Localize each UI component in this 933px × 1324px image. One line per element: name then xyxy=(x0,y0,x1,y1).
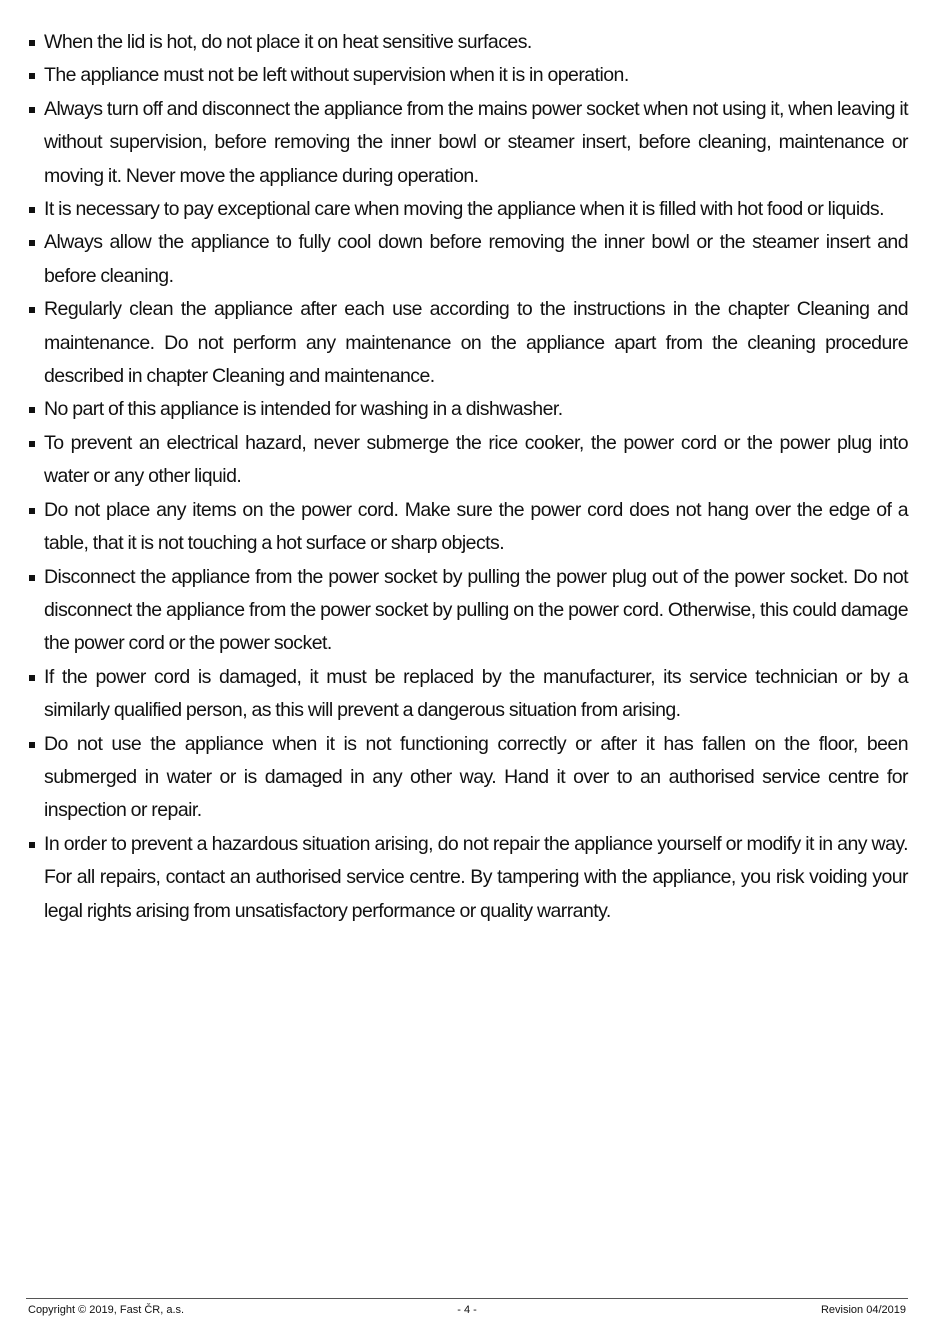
revision-text: Revision 04/2019 xyxy=(820,1304,906,1316)
list-item-text: Always allow the appliance to fully cool down before removing the inner bowl or the steamer insert and before cleaning. xyxy=(44,231,908,287)
instruction-list xyxy=(26,26,908,928)
list-item xyxy=(26,828,908,928)
list-item xyxy=(26,393,908,426)
list-item-text: To prevent an electrical hazard, never submerge the rice cooker, the power cord or the power plug into water or any other liquid. xyxy=(44,431,908,488)
list-item-text: Do not place any items on the power cord. Make sure the power cord does not hang over the edge of a table, that it is not touching a hot surface or sharp objects. xyxy=(44,498,908,555)
square-bullet-icon xyxy=(29,742,35,748)
square-bullet-icon xyxy=(29,73,35,79)
list-item xyxy=(26,494,908,561)
square-bullet-icon xyxy=(29,107,35,113)
instructions-section xyxy=(26,26,908,928)
copyright-text: Copyright © 2019, Fast ČR, a.s. xyxy=(28,1304,185,1316)
list-item xyxy=(26,93,908,193)
square-bullet-icon xyxy=(29,675,35,681)
list-item xyxy=(26,728,908,828)
square-bullet-icon xyxy=(29,508,35,514)
square-bullet-icon xyxy=(29,575,35,581)
list-item xyxy=(26,26,908,59)
list-item xyxy=(26,427,908,494)
list-item-text: When the lid is hot, do not place it on heat sensitive surfaces. xyxy=(44,31,532,53)
list-item xyxy=(26,226,908,293)
list-item xyxy=(26,561,908,661)
list-item-text: Regularly clean the appliance after each use according to the instructions in the chapter Cleaning and maintenance. Do not perform any maintenance on the appliance apart from the cleaning procedure described in chapter Cleaning and maintenance. xyxy=(44,298,908,388)
list-item-text: If the power cord is damaged, it must be replaced by the manufacturer, its service technician or by a similarly qualified person, as this will prevent a dangerous situation from arising. xyxy=(44,665,908,722)
page-number: - 4 - xyxy=(457,1304,477,1316)
list-item xyxy=(26,661,908,728)
list-item xyxy=(26,59,908,92)
list-item-text: The appliance must not be left without supervision when it is in operation. xyxy=(44,64,629,87)
square-bullet-icon xyxy=(29,842,35,848)
square-bullet-icon xyxy=(29,207,35,213)
list-item xyxy=(26,293,908,393)
list-item xyxy=(26,193,908,226)
square-bullet-icon xyxy=(29,40,35,46)
page-footer xyxy=(26,1298,908,1316)
square-bullet-icon xyxy=(29,240,35,246)
list-item-text: Do not use the appliance when it is not functioning correctly or after it has fallen on the floor, been submerged in water or is damaged in any other way. Hand it over to an authorised service centre for inspection or repair. xyxy=(44,732,908,822)
list-item-text: In order to prevent a hazardous situation arising, do not repair the appliance yourself or modify it in any way. For all repairs, contact an authorised service centre. By tampering with the appliance, you risk voiding your legal rights arising from unsatisfactory performance or quality warranty. xyxy=(44,832,908,922)
list-item-text: It is necessary to pay exceptional care when moving the appliance when it is filled with hot food or liquids. xyxy=(44,198,884,221)
square-bullet-icon xyxy=(29,407,35,413)
list-item-text: No part of this appliance is intended for washing in a dishwasher. xyxy=(44,398,563,421)
list-item-text: Disconnect the appliance from the power socket by pulling the power plug out of the power socket. Do not disconnect the appliance from the power socket by pulling on the power cord. Otherwise, this could damage the power cord or the power socket. xyxy=(44,565,908,655)
square-bullet-icon xyxy=(29,307,35,313)
list-item-text: Always turn off and disconnect the appliance from the mains power socket when not using it, when leaving it without supervision, before removing the inner bowl or steamer insert, before cleaning, maintenance or moving it. Never move the appliance during operation. xyxy=(44,97,908,187)
square-bullet-icon xyxy=(29,441,35,447)
